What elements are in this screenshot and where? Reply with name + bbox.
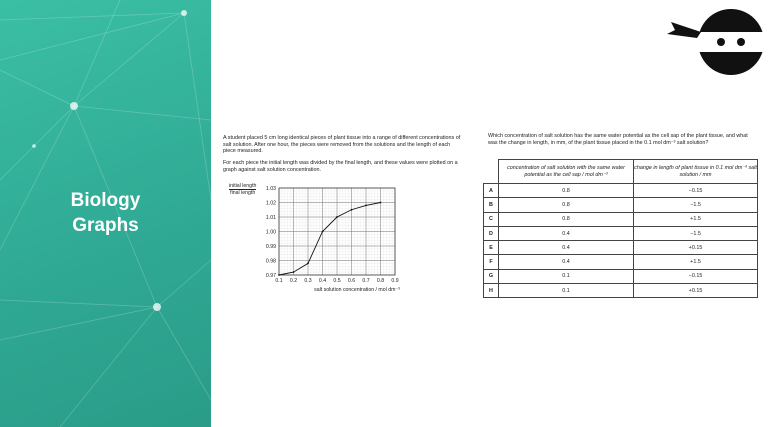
chart-ylabel-bottom: final length [230,190,256,196]
answer-option-row-e[interactable] [484,241,758,255]
y-tick-label: 0.98 [265,258,276,265]
option-change: +0.15 [634,284,758,298]
option-conc: 0.1 [499,269,634,283]
option-change: −0.15 [634,269,758,283]
y-tick-label: 1.01 [265,214,276,221]
option-letter: C [484,212,499,226]
option-change: −0.15 [634,184,758,198]
answer-options-table [483,159,758,298]
y-tick-label: 1.03 [265,185,276,192]
option-conc: 0.8 [499,184,634,198]
y-tick-label: 1.00 [265,229,276,236]
x-tick-label: 0.2 [289,278,298,284]
answer-option-row-h[interactable] [484,284,758,298]
intro-paragraph-2: For each piece the initial length was divided by the final length, and these values were plotted on a graph against salt solution concentration. [223,160,458,173]
answer-option-row-d[interactable] [484,226,758,240]
x-tick-label: 0.5 [333,278,341,284]
option-conc: 0.4 [499,226,634,240]
option-conc: 0.4 [499,241,634,255]
sidebar [0,0,211,427]
col-change-header: change in length of plant tissue in 0.1 mol dm⁻³ salt solution / mm [634,160,758,184]
data-point [293,271,295,273]
option-letter: A [484,184,499,198]
answer-option-row-b[interactable] [484,198,758,212]
answer-option-row-a[interactable] [484,184,758,198]
option-change: +1.5 [634,212,758,226]
ninja-icon [667,8,768,78]
data-series-line [279,203,381,276]
col-concentration-header: concentration of salt solution with the same water potential as the cell sap / mol dm⁻³ [499,160,634,184]
data-point [351,209,353,211]
option-conc: 0.1 [499,284,634,298]
x-tick-label: 0.7 [362,278,370,284]
option-letter: F [484,255,499,269]
data-point [365,205,367,207]
x-tick-label: 0.4 [318,278,327,284]
data-point [307,263,309,265]
x-axis-label: salt solution concentration / mol dm⁻³ [314,287,400,293]
x-tick-label: 0.3 [304,278,312,284]
option-letter: H [484,284,499,298]
y-tick-label: 0.97 [265,272,276,279]
answer-option-row-c[interactable] [484,212,758,226]
option-change: +1.5 [634,255,758,269]
question-text: Which concentration of salt solution has the same water potential as the cell sap of the plant tissue, and what was the change in length, in mm, of the plant tissue placed in the 0.1 mol dm⁻³ salt solution? [488,133,748,146]
data-point [322,231,324,233]
table-corner [484,160,499,184]
y-tick-label: 1.02 [265,200,276,207]
x-tick-label: 0.8 [376,278,385,284]
option-letter: E [484,241,499,255]
sidebar-title-line2: Graphs [72,215,139,236]
answer-option-row-g[interactable] [484,269,758,283]
option-change: −1.5 [634,198,758,212]
sidebar-title-line1: Biology [70,190,141,211]
option-letter: D [484,226,499,240]
option-conc: 0.8 [499,198,634,212]
x-tick-label: 0.6 [347,278,356,284]
x-tick-label: 0.9 [391,278,399,284]
option-conc: 0.8 [499,212,634,226]
sidebar-title [0,188,211,238]
option-conc: 0.4 [499,255,634,269]
data-point [278,274,280,276]
x-tick-label: 0.1 [275,278,283,284]
y-tick-label: 0.99 [265,243,276,250]
length-ratio-chart [255,180,415,302]
chart-ylabel-top: initial length [229,183,257,189]
data-point [336,216,338,218]
intro-paragraph-1: A student placed 5 cm long identical pieces of plant tissue into a range of different concentrations of salt solution. After one hour, the pieces were removed from the solutions and the length of each piece measured. [223,135,461,155]
option-letter: G [484,269,499,283]
option-letter: B [484,198,499,212]
option-change: +0.15 [634,241,758,255]
answer-option-row-f[interactable] [484,255,758,269]
option-change: −1.5 [634,226,758,240]
chart-ylabel [229,183,256,196]
data-point [380,202,382,204]
